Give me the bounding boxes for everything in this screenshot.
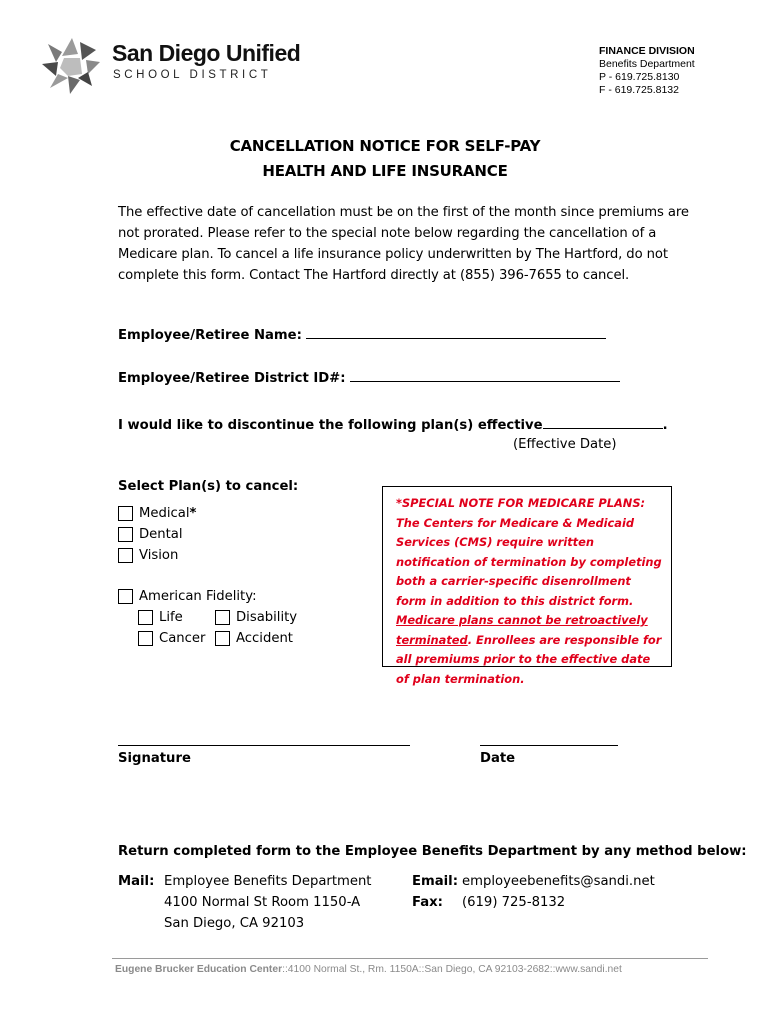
special-note-heading: *SPECIAL NOTE FOR MEDICARE PLANS: [396,496,646,510]
medical-checkbox[interactable] [118,506,133,521]
intro-paragraph: The effective date of cancellation must be on the first of the month since premiums are not prorated. Please refer to the special note below regarding the cancellation of a Medicare plan. To cancel a life insurance policy underwritten by The Hartford, do not complete this form. Contact The Hartford directly at (855) 396-7655 to cancel. [118,205,689,283]
mail-line-1: Employee Benefits Department [164,874,372,889]
department-name: Benefits Department [599,58,695,70]
vision-label: Vision [139,548,179,563]
mail-line-2: 4100 Normal St Room 1150-A [164,895,361,910]
special-note-body-end: . Enrollees are responsible for all premiums prior to the effective date of plan termination. [396,632,662,686]
phone-number: P - 619.725.8130 [599,71,680,83]
fax-label: Fax: [412,895,443,910]
signature-line[interactable] [118,745,410,746]
discontinue-label: I would like to discontinue the following plan(s) effective [118,418,543,433]
disability-checkbox[interactable] [215,610,230,625]
american-fidelity-checkbox[interactable] [118,589,133,604]
footer-address-text: ::4100 Normal St., Rm. 1150A::San Diego, CA 92103-2682::www.sandi.net [282,964,622,975]
accident-checkbox[interactable] [215,631,230,646]
district-id-label: Employee/Retiree District ID#: [118,371,346,386]
plan-option-life [138,610,183,625]
select-plans-label: Select Plan(s) to cancel: [118,479,299,494]
disability-label: Disability [236,610,298,625]
logo-name: San Diego Unified [112,40,301,66]
district-id-input-line[interactable] [350,369,620,382]
dental-label: Dental [139,527,183,542]
date-line[interactable] [480,745,618,746]
plan-option-medical [118,506,196,521]
footer-center-name: Eugene Brucker Education Center [115,964,283,975]
district-id-field [118,369,620,386]
plan-option-dental [118,527,183,542]
footer-address [115,964,622,975]
finance-division-block [599,45,695,97]
email-fax-block [412,871,655,913]
cancer-checkbox[interactable] [138,631,153,646]
vision-checkbox[interactable] [118,548,133,563]
life-label: Life [159,610,183,625]
signature-label: Signature [118,751,191,766]
special-note-body: The Centers for Medicare & Medicaid Services (CMS) require written notification of termination by completing both a carrier-specific disenrollment form in addition to this district form. [396,515,662,608]
mail-line-3: San Diego, CA 92103 [164,916,305,931]
accident-label: Accident [236,631,293,646]
plan-option-cancer [138,631,205,646]
fax-value: (619) 725-8132 [462,895,566,910]
email-label: Email: [412,874,458,889]
life-checkbox[interactable] [138,610,153,625]
discontinue-field: I would like to discontinue the following plan(s) effective . [118,418,668,433]
date-label: Date [480,751,516,766]
plan-option-disability [215,610,297,625]
medical-asterisk: * [189,506,197,521]
special-note-underlined: Medicare plans cannot be retroactively terminated [396,613,648,647]
plan-option-vision [118,548,178,563]
effective-date-input-line[interactable] [543,416,663,429]
american-fidelity-label: American Fidelity: [139,589,257,604]
mail-address-block [118,871,371,934]
footer-divider [112,958,708,959]
plan-option-accident [215,631,293,646]
employee-name-input-line[interactable] [306,326,606,339]
plan-option-american-fidelity [118,589,257,604]
district-star-logo [40,36,104,96]
fax-number: F - 619.725.8132 [599,84,679,96]
effective-date-hint: (Effective Date) [513,437,617,452]
medicare-special-note [382,486,672,686]
mail-label: Mail: [118,874,155,889]
email-address[interactable]: employeebenefits@sandi.net [462,874,655,889]
employee-name-field [118,326,606,343]
return-instructions: Return completed form to the Employee Benefits Department by any method below: [118,844,747,859]
medical-label: Medical [139,506,190,521]
form-title-line-2: HEALTH AND LIFE INSURANCE [262,162,508,180]
division-name: FINANCE DIVISION [599,45,695,57]
logo-subtitle: SCHOOL DISTRICT [113,69,272,81]
form-title-line-1: CANCELLATION NOTICE FOR SELF-PAY [229,137,541,155]
cancer-label: Cancer [159,631,206,646]
dental-checkbox[interactable] [118,527,133,542]
employee-name-label: Employee/Retiree Name: [118,328,302,343]
